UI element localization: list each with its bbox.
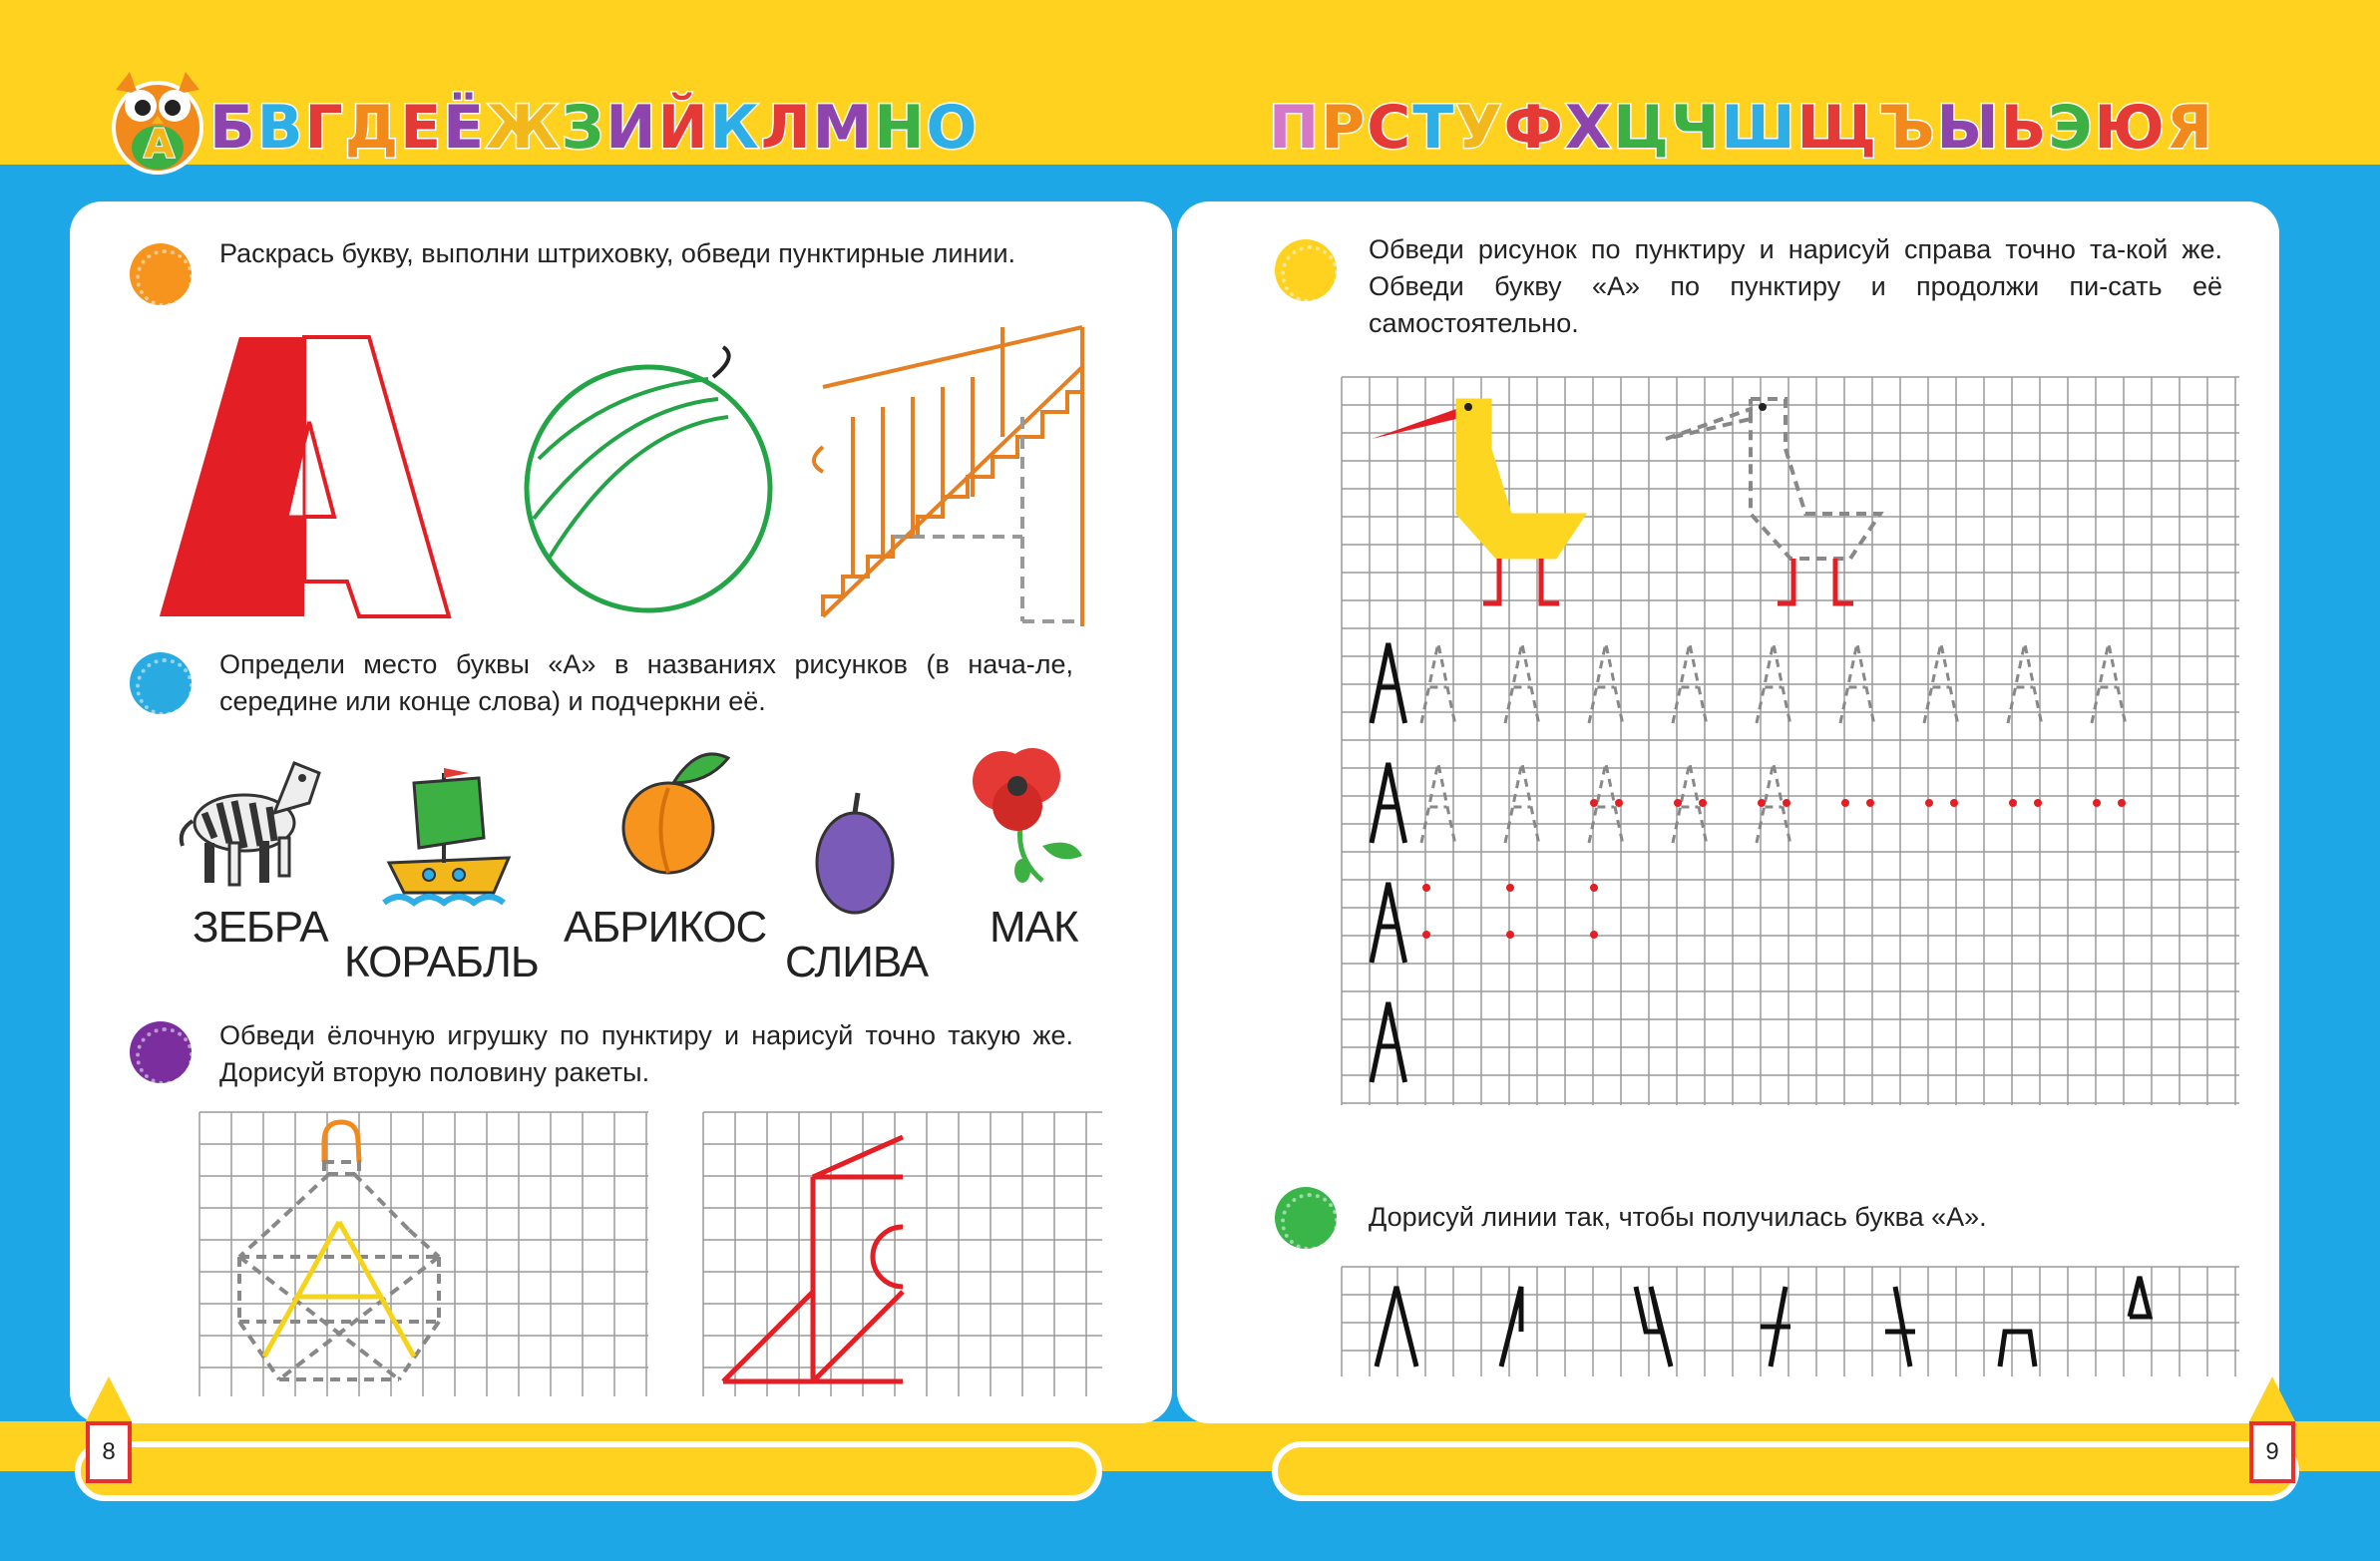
task-3-text: Обведи ёлочную игрушку по пунктиру и нарисуй точно такую же. Дорисуй вторую половину ракеты.: [219, 1020, 1073, 1087]
task-bullet-green: [1275, 1187, 1337, 1249]
alphabet-letter: Ч: [1670, 93, 1720, 163]
right-task-1-text: Обведи рисунок по пунктиру и нарисуй справа точно та-кой же. Обведи букву «А» по пунктиру и продолжи пи-сать её самостоятельно.: [1369, 234, 2222, 338]
alphabet-letter: К: [709, 93, 759, 163]
task-2-text: Определи место буквы «А» в названиях рисунков (в нача-ле, середине или конце слова) и подчеркни её.: [219, 649, 1073, 716]
task-bullet-blue: [130, 652, 192, 714]
alphabet-letter: Т: [1412, 93, 1454, 163]
alphabet-letter: Ы: [1936, 93, 1999, 163]
alphabet-letter: С: [1367, 93, 1411, 163]
alphabet-letter: М: [812, 93, 873, 163]
ship-picture: [384, 763, 519, 913]
alphabet-letter: Ж: [486, 93, 560, 163]
pencil-tip-icon: [2249, 1376, 2295, 1421]
alphabet-letter: Е: [400, 93, 442, 163]
poppy-picture: [963, 746, 1087, 886]
letter-a-stroke: [1421, 643, 1455, 723]
guide-dot: [1841, 799, 1849, 807]
guide-dot: [1590, 799, 1598, 807]
alphabet-letter: В: [256, 93, 303, 163]
zebra-picture: [175, 743, 324, 893]
guide-dot: [1422, 884, 1430, 892]
staircase-drawing: [813, 327, 1092, 626]
apricot-picture: [618, 753, 738, 883]
alphabet-letter: Э: [2048, 93, 2093, 163]
letter-a-completion: [1342, 1267, 2239, 1376]
letter-a-stroke: [2092, 643, 2126, 723]
ball-drawing: [519, 349, 788, 618]
alphabet-letter: Ь: [2000, 93, 2047, 163]
footer-strip-left: [75, 1441, 1102, 1501]
guide-dot: [1615, 799, 1623, 807]
letter-a-stroke: [1421, 763, 1455, 843]
footer-strip-right: [1272, 1441, 2299, 1501]
guide-dot: [1950, 799, 1958, 807]
alphabet-letter: О: [926, 93, 978, 163]
letter-a-stroke: [1840, 643, 1874, 723]
rocket-drawing: [703, 1112, 1102, 1396]
guide-dot: [1925, 799, 1933, 807]
letter-a-stroke: [1505, 763, 1539, 843]
alphabet-letter: Л: [760, 93, 811, 163]
letter-a-stroke: [1757, 643, 1790, 723]
letter-a-stroke: [1589, 643, 1623, 723]
letter-a-stroke: [1372, 883, 1405, 963]
guide-dot: [1422, 931, 1430, 939]
guide-dot: [2118, 799, 2126, 807]
guide-dot: [2009, 799, 2017, 807]
guide-dot: [1866, 799, 1874, 807]
letter-a-stroke: [1372, 1002, 1405, 1082]
alphabet-letter: Ф: [1503, 93, 1563, 163]
letter-a-stroke: [1505, 643, 1539, 723]
alphabet-letter: Б: [209, 93, 255, 163]
alphabet-letter: Ё: [443, 93, 485, 163]
guide-dot: [1590, 931, 1598, 939]
letter-a-stroke: [2008, 643, 2042, 723]
big-letter-a: [160, 327, 459, 626]
guide-dot: [1674, 799, 1682, 807]
page-number-left: 8: [86, 1421, 132, 1483]
goose-drawing: [1372, 389, 2199, 613]
alphabet-letter: Г: [304, 93, 343, 163]
page-number-right: 9: [2249, 1421, 2295, 1483]
task-bullet-purple: [130, 1021, 192, 1083]
word-zebra: ЗЕБРА: [193, 903, 328, 952]
alphabet-letter: Я: [2166, 93, 2213, 163]
word-plum: СЛИВА: [785, 938, 929, 986]
letter-a-stroke: [1372, 643, 1405, 723]
guide-dot: [2034, 799, 2042, 807]
alphabet-letter: Ш: [1721, 93, 1795, 163]
alphabet-letter: Ю: [2094, 93, 2165, 163]
task-bullet-yellow: [1275, 239, 1337, 301]
alphabet-letter: П: [1269, 93, 1320, 163]
guide-dot: [1783, 799, 1790, 807]
word-apricot: АБРИКОС: [564, 903, 767, 952]
ornament-drawing: [199, 1112, 648, 1396]
pencil-tip-icon: [86, 1376, 132, 1421]
letter-a-stroke: [1924, 643, 1958, 723]
task-1-text: Раскрась букву, выполни штриховку, обведи пунктирные линии.: [219, 238, 1016, 268]
guide-dot: [1758, 799, 1766, 807]
letter-a-practice: [1342, 638, 2239, 1107]
guide-dot: [2093, 799, 2101, 807]
alphabet-letter: Й: [657, 93, 708, 163]
alphabet-letter: Р: [1321, 93, 1366, 163]
guide-dot: [1506, 931, 1514, 939]
word-ship: КОРАБЛЬ: [344, 938, 539, 986]
alphabet-letter: Ъ: [1878, 93, 1935, 163]
alphabet-letter: З: [561, 93, 604, 163]
owl-mascot-icon: [108, 70, 207, 175]
task-bullet-orange: [130, 243, 192, 305]
alphabet-letter: Д: [344, 93, 399, 163]
right-task-2-text: Дорисуй линии так, чтобы получилась буква «А».: [1369, 1202, 1987, 1232]
letter-a-stroke: [1673, 643, 1707, 723]
guide-dot: [1590, 884, 1598, 892]
alphabet-letter: Х: [1564, 93, 1612, 163]
alphabet-letter: Ц: [1613, 93, 1669, 163]
alphabet-right: [1269, 88, 2214, 168]
alphabet-letter: У: [1455, 93, 1502, 163]
guide-dot: [1506, 884, 1514, 892]
alphabet-letter: Н: [874, 93, 925, 163]
alphabet-left: [209, 88, 980, 168]
guide-dot: [1699, 799, 1707, 807]
alphabet-letter: И: [605, 93, 656, 163]
owl-letter: А: [144, 122, 175, 168]
alphabet-letter: Щ: [1796, 93, 1877, 163]
letter-a-stroke: [1372, 763, 1405, 843]
plum-picture: [813, 793, 898, 918]
word-poppy: МАК: [990, 903, 1078, 952]
